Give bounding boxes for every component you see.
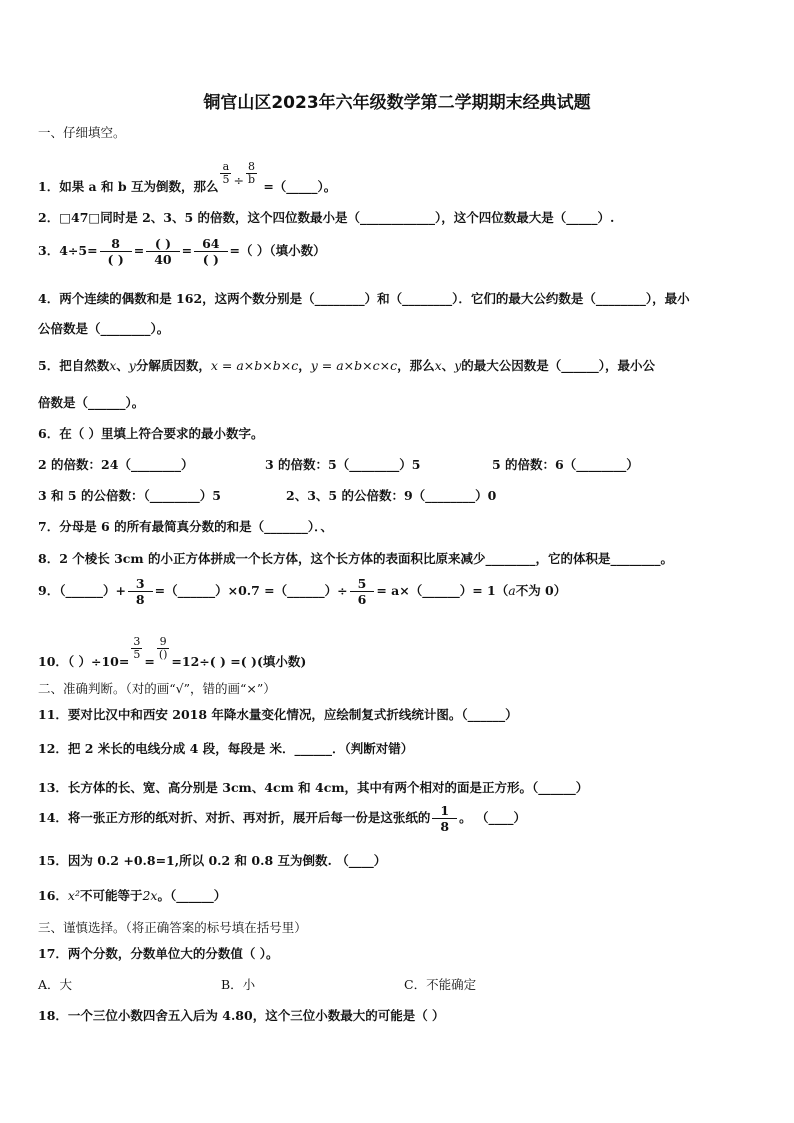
question-9: 9．（______）+ $\frac{3}{8}$ =（______）×0.7 =（______）÷ $\frac{5}{6}$ = a×（______）= 1（a不为 0） xyxy=(38,576,567,607)
fraction-9-over-blank: $\frac{9}{()}$ xyxy=(158,635,168,661)
fraction-1-over-8: $\frac{1}{8}$ xyxy=(432,803,457,834)
question-2: 2．□47□同时是 2、3、5 的倍数，这个四位数最小是（____________），这个四位数最大是（_____）. xyxy=(38,210,615,225)
question-4-line-1: 4．两个连续的偶数和是 162，这两个数分别是（________）和（________）．它们的最大公约数是（________），最小 xyxy=(38,291,690,306)
section-fill-blank: 一、仔细填空。 xyxy=(38,125,126,140)
option-b: B．小 xyxy=(221,977,256,992)
option-c: C．不能确定 xyxy=(404,977,477,992)
question-8: 8．2 个棱长 3cm 的小正方体拼成一个长方体，这个长方体的表面积比原来减少________，它的体积是________。 xyxy=(38,551,673,566)
fraction-8-over-blank: $\frac{8}{( )}$ xyxy=(100,236,132,267)
question-5-line-2: 倍数是（______）。 xyxy=(38,395,145,410)
question-12: 12．把 2 米长的电线分成 4 段，每段是 米．______．（判断对错） xyxy=(38,741,414,756)
question-7: 7．分母是 6 的所有最简真分数的和是（_______）．、 xyxy=(38,519,333,534)
question-6: 6．在（ ）里填上符合要求的最小数字。 xyxy=(38,426,264,441)
question-18: 18．一个三位小数四舍五入后为 4.80，这个三位小数最大的可能是（ ） xyxy=(38,1008,445,1023)
question-5-line-1: 5．把自然数x、y分解质因数，x = a×b×b×c，y = a×b×c×c，那么x、y的最大公因数是（______），最小公 xyxy=(38,358,656,373)
question-17: 17．两个分数，分数单位大的分数值（ ）。 xyxy=(38,946,279,961)
question-6-row-2: 3 和 5 的公倍数：（________）5 2、3、5 的公倍数：9（________）0 xyxy=(38,488,497,503)
question-17-options xyxy=(38,975,574,993)
question-11: 11．要对比汉中和西安 2018 年降水量变化情况，应绘制复式折线统计图。（______） xyxy=(38,707,518,722)
question-4-line-2: 公倍数是（________）。 xyxy=(38,321,170,336)
fraction-3-over-5: $\frac{3}{5}$ xyxy=(133,635,141,661)
option-a: A．大 xyxy=(38,977,73,992)
fraction-64-over-blank: $\frac{64}{( )}$ xyxy=(194,236,227,267)
question-6-row-1: 2 的倍数：24（________） 3 的倍数：5（________）5 5 的倍数：6（________） xyxy=(38,457,639,472)
fraction-5-over-6: $\frac{5}{6}$ xyxy=(350,576,375,607)
section-multiple-choice: 三、谨慎选择。（将正确答案的标号填在括号里） xyxy=(38,920,307,935)
question-16: 16．x²不可能等于2x。（______） xyxy=(38,888,227,903)
question-3: 3．4÷5= $\frac{8}{( )}$ = $\frac{( )}{40}$ = $\frac{64}{( )}$ =（ ）（填小数） xyxy=(38,236,326,267)
question-14: 14．将一张正方形的纸对折、对折、再对折，展开后每一份是这张纸的 $\frac{1}{8}$ 。 （____） xyxy=(38,803,526,834)
question-15: 15．因为 0.2 +0.8=1,所以 0.2 和 0.8 互为倒数. （____） xyxy=(38,853,387,868)
question-10: 10．（ ）÷10= $\frac{3}{5}$ = $\frac{9}{()}$ =12÷( ) =( )(填小数) xyxy=(38,635,307,669)
fraction-a-over-5: $\frac{a}{5}$ xyxy=(222,160,230,186)
section-true-false: 二、准确判断。（对的画“√”，错的画“×”） xyxy=(38,681,276,696)
fraction-blank-over-40: $\frac{( )}{40}$ xyxy=(146,236,179,267)
question-13: 13．长方体的长、宽、高分别是 3cm、4cm 和 4cm，其中有两个相对的面是正方形。（______） xyxy=(38,780,589,795)
fraction-8-over-b: $\frac{8}{b}$ xyxy=(247,160,255,186)
question-1: 1．如果 a 和 b 互为倒数，那么 $\frac{a}{5}$ ÷ $\frac{8}{b}$ =（_____）。 xyxy=(38,160,337,194)
page-title: 铜官山区2023年六年级数学第二学期期末经典试题 xyxy=(203,93,591,113)
fraction-3-over-8: $\frac{3}{8}$ xyxy=(128,576,153,607)
